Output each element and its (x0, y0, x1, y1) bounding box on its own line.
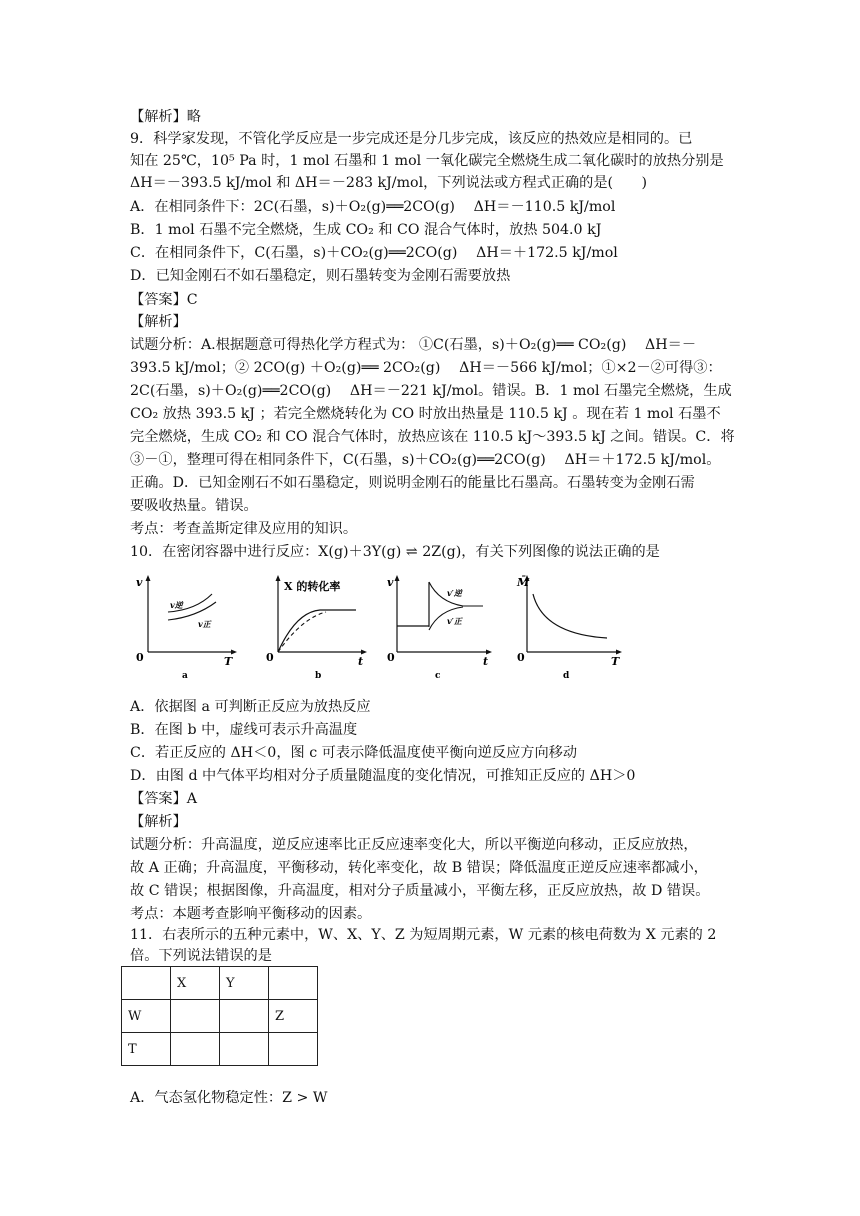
analysis-text: 2C(石墨，s)＋O₂(g)══2CO(g) ΔH＝－221 kJ/mol。错误。B．1 mol 石墨完全燃烧，生成 (130, 383, 732, 399)
figure-row (130, 572, 630, 682)
y-axis-label: X 的转化率 (284, 580, 341, 593)
analysis-text: 完全燃烧，生成 CO₂ 和 CO 混合气体时，放热应该在 110.5 kJ～393.5 kJ 之间。错误。C．将 (130, 429, 735, 445)
table-cell: Z (269, 1000, 318, 1033)
figure-b (260, 572, 370, 682)
table-cell (171, 1000, 220, 1033)
analysis-text: CO₂ 放热 393.5 kJ ；若完全燃烧转化为 CO 时放出热量是 110.5 kJ 。现在若 1 mol 石墨不 (130, 406, 721, 422)
figure-caption: b (315, 671, 322, 681)
origin-label: 0 (266, 651, 274, 664)
curve-label-reverse: v′逆 (447, 588, 462, 598)
origin-label: 0 (387, 651, 395, 664)
option-c: C．若正反应的 ΔH＜0，图 c 可表示降低温度使平衡向逆反应方向移动 (130, 745, 578, 761)
text-line: 知在 25℃，10⁵ Pa 时，1 mol 石墨和 1 mol 一氧化碳完全燃烧生成二氧化碳时的放热分别是 (130, 153, 724, 169)
key-point: 考点：考查盖斯定律及应用的知识。 (130, 521, 358, 537)
question-9-stem: 9．科学家发现，不管化学反应是一步完成还是分几步完成，该反应的热效应是相同的。已 (130, 131, 693, 147)
figure-c (385, 572, 495, 682)
analysis-text: 故 C 错误；根据图像，升高温度，相对分子质量减小，平衡左移，正反应放热，故 D 错误。 (130, 883, 710, 899)
answer-label: 【答案】C (130, 292, 198, 308)
curve-label-forward: v′正 (447, 616, 462, 626)
option-a: A．气态氢化物稳定性：Z > W (130, 1090, 328, 1106)
analysis-label: 【解析】 (130, 314, 187, 330)
option-c: C．在相同条件下，C(石墨，s)＋CO₂(g)══2CO(g) ΔH＝＋172.5 kJ/mol (130, 245, 618, 261)
figure-caption: d (563, 671, 570, 681)
table-cell (122, 967, 171, 1000)
table-cell (220, 1033, 269, 1066)
text-line: 倍。下列说法错误的是 (130, 948, 272, 964)
option-d: D．由图 d 中气体平均相对分子质量随温度的变化情况，可推知正反应的 ΔH＞0 (130, 768, 636, 784)
analysis-text: ③－①，整理可得在相同条件下，C(石墨，s)＋CO₂(g)══2CO(g) ΔH＝＋172.5 kJ/mol。 (130, 452, 721, 468)
text-line: 【解析】略 (130, 109, 201, 125)
origin-label: 0 (517, 651, 525, 664)
table-row (122, 1033, 318, 1066)
option-a: A．依据图 a 可判断正反应为放热反应 (130, 699, 371, 715)
analysis-text: 要吸收热量。错误。 (130, 498, 258, 514)
text-line: ΔH＝－393.5 kJ/mol 和 ΔH＝－283 kJ/mol，下列说法或方程式正确的是( ) (130, 175, 647, 191)
x-axis-label: t (483, 655, 489, 668)
option-b: B．在图 b 中，虚线可表示升高温度 (130, 722, 358, 738)
analysis-text: 393.5 kJ/mol；② 2CO(g) ＋O₂(g)══ 2CO₂(g) ΔH＝－566 kJ/mol；①×2－②可得③： (130, 360, 722, 376)
table-cell: W (122, 1000, 171, 1033)
table-cell: X (171, 967, 220, 1000)
table-row (122, 1000, 318, 1033)
x-axis-label: t (358, 655, 364, 668)
question-10-stem: 10．在密闭容器中进行反应：X(g)＋3Y(g) ⇌ 2Z(g)，有关下列图像的说法正确的是 (130, 544, 660, 560)
analysis-label: 【解析】 (130, 814, 187, 830)
option-b: B．1 mol 石墨不完全燃烧，生成 CO₂ 和 CO 混合气体时，放热 504.0 kJ (130, 222, 602, 238)
curve-label-forward: v正 (198, 619, 211, 629)
y-axis-label: M̄ (517, 576, 530, 589)
analysis-text: 故 A 正确；升高温度，平衡移动，转化率变化，故 B 错误；降低温度正逆反应速率都减小， (130, 860, 708, 876)
option-d: D．已知金刚石不如石墨稳定，则石墨转变为金刚石需要放热 (130, 268, 511, 284)
analysis-text: 正确。D．已知金刚石不如石墨稳定，则说明金刚石的能量比石墨高。石墨转变为金刚石需 (130, 475, 695, 491)
analysis-text: 试题分析：A.根据题意可得热化学方程式为： ①C(石墨，s)＋O₂(g)══ CO₂(g) ΔH＝－ (130, 337, 697, 353)
origin-label: 0 (136, 651, 144, 664)
figure-d (515, 572, 625, 682)
y-axis-label: v (387, 576, 394, 589)
table-cell (269, 967, 318, 1000)
element-table (121, 966, 318, 1066)
curve-label-reverse: v逆 (170, 600, 183, 610)
key-point: 考点：本题考查影响平衡移动的因素。 (130, 906, 372, 922)
option-a: A．在相同条件下：2C(石墨，s)＋O₂(g)══2CO(g) ΔH＝－110.5 kJ/mol (130, 199, 616, 215)
answer-label: 【答案】A (130, 791, 197, 807)
x-axis-label: T (224, 655, 233, 668)
y-axis-label: v (136, 576, 143, 589)
figure-caption: c (435, 671, 441, 681)
table-cell (171, 1033, 220, 1066)
question-11-stem: 11．右表所示的五种元素中，W、X、Y、Z 为短周期元素，W 元素的核电荷数为 X 元素的 2 (130, 927, 717, 943)
figure-a (130, 572, 240, 682)
table-cell (220, 1000, 269, 1033)
analysis-text: 试题分析：升高温度，逆反应速率比正反应速率变化大，所以平衡逆向移动，正反应放热， (130, 837, 698, 853)
table-cell: T (122, 1033, 171, 1066)
table-cell (269, 1033, 318, 1066)
table-cell: Y (220, 967, 269, 1000)
figure-caption: a (182, 671, 188, 681)
table-row (122, 967, 318, 1000)
x-axis-label: T (611, 655, 620, 668)
